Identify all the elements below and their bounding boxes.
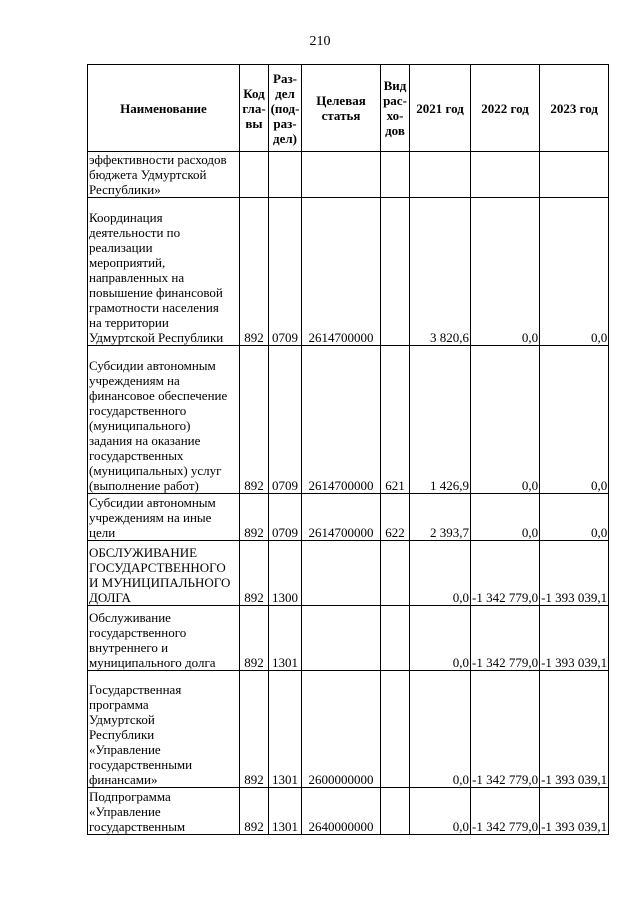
table-row bbox=[88, 541, 609, 606]
table-row bbox=[88, 606, 609, 671]
row-name-line: Республики» bbox=[89, 182, 161, 197]
row-name-line: «Управление bbox=[89, 804, 161, 819]
table-row bbox=[88, 198, 609, 346]
row-section: 0709 bbox=[269, 198, 302, 346]
header-code: Код гла- вы bbox=[240, 65, 269, 152]
row-code: 892 bbox=[240, 198, 269, 346]
row-name-line: Обслуживание bbox=[89, 610, 171, 625]
row-name-line: ОБСЛУЖИВАНИЕ bbox=[89, 545, 198, 560]
row-name bbox=[88, 346, 240, 494]
row-2023: 0,0 bbox=[540, 346, 609, 494]
row-2021: 0,0 bbox=[410, 788, 471, 835]
row-name bbox=[88, 494, 240, 541]
row-name-line: ГОСУДАРСТВЕННОГО bbox=[89, 560, 226, 575]
row-2021: 1 426,9 bbox=[410, 346, 471, 494]
row-name-line: (муниципального) bbox=[89, 418, 191, 433]
row-expense-type bbox=[381, 788, 410, 835]
row-2022 bbox=[471, 152, 540, 198]
table-row bbox=[88, 346, 609, 494]
row-name-line: государственного bbox=[89, 403, 187, 418]
row-name-line: государственных bbox=[89, 448, 184, 463]
row-name bbox=[88, 671, 240, 788]
row-target: 2614700000 bbox=[302, 198, 381, 346]
row-section: 1300 bbox=[269, 541, 302, 606]
header-section: Раз- дел (под- раз- дел) bbox=[269, 65, 302, 152]
row-section: 1301 bbox=[269, 788, 302, 835]
row-name-line: Удмуртской bbox=[89, 712, 155, 727]
row-name bbox=[88, 788, 240, 835]
row-2021: 2 393,7 bbox=[410, 494, 471, 541]
row-name-line: задания на оказание bbox=[89, 433, 201, 448]
row-section: 1301 bbox=[269, 671, 302, 788]
row-target: 2614700000 bbox=[302, 346, 381, 494]
row-name bbox=[88, 198, 240, 346]
row-expense-type bbox=[381, 198, 410, 346]
row-expense-type bbox=[381, 152, 410, 198]
budget-table bbox=[87, 64, 609, 835]
table-row bbox=[88, 494, 609, 541]
row-2023 bbox=[540, 152, 609, 198]
row-target bbox=[302, 606, 381, 671]
row-name-line: государственного bbox=[89, 625, 187, 640]
row-target bbox=[302, 541, 381, 606]
row-expense-type: 622 bbox=[381, 494, 410, 541]
row-section: 0709 bbox=[269, 346, 302, 494]
table-header-row bbox=[88, 65, 609, 152]
row-name-line: ДОЛГА bbox=[89, 590, 131, 605]
row-name-line: цели bbox=[89, 525, 116, 540]
row-name-line: Государственная bbox=[89, 682, 182, 697]
row-code: 892 bbox=[240, 541, 269, 606]
table-row bbox=[88, 788, 609, 835]
row-name-line: финансовое обеспечение bbox=[89, 388, 228, 403]
row-name-line: повышение финансовой bbox=[89, 285, 223, 300]
row-2022: -1 342 779,0 bbox=[471, 541, 540, 606]
row-expense-type bbox=[381, 671, 410, 788]
row-2023: -1 393 039,1 bbox=[540, 606, 609, 671]
row-2021: 0,0 bbox=[410, 606, 471, 671]
row-2021: 0,0 bbox=[410, 671, 471, 788]
row-code: 892 bbox=[240, 346, 269, 494]
row-target bbox=[302, 152, 381, 198]
row-expense-type bbox=[381, 541, 410, 606]
row-name-line: направленных на bbox=[89, 270, 185, 285]
row-2021: 3 820,6 bbox=[410, 198, 471, 346]
row-section bbox=[269, 152, 302, 198]
row-2022: -1 342 779,0 bbox=[471, 671, 540, 788]
row-target: 2600000000 bbox=[302, 671, 381, 788]
row-name-line: деятельности по bbox=[89, 225, 181, 240]
row-name-line: программа bbox=[89, 697, 149, 712]
row-2021: 0,0 bbox=[410, 541, 471, 606]
header-name: Наименование bbox=[88, 65, 240, 152]
row-2022: -1 342 779,0 bbox=[471, 606, 540, 671]
row-2021 bbox=[410, 152, 471, 198]
header-2023: 2023 год bbox=[540, 65, 609, 152]
row-name-line: бюджета Удмуртской bbox=[89, 167, 207, 182]
table-row bbox=[88, 671, 609, 788]
row-name-line: на территории bbox=[89, 315, 169, 330]
header-expense-type: Вид рас- хо- дов bbox=[381, 65, 410, 152]
row-name-line: учреждениям на иные bbox=[89, 510, 212, 525]
row-name-line: (муниципальных) услуг bbox=[89, 463, 222, 478]
row-name bbox=[88, 606, 240, 671]
row-name bbox=[88, 152, 240, 198]
row-name bbox=[88, 541, 240, 606]
row-name-line: учреждениям на bbox=[89, 373, 180, 388]
row-name-line: (выполнение работ) bbox=[89, 478, 199, 493]
row-code: 892 bbox=[240, 671, 269, 788]
row-2022: 0,0 bbox=[471, 198, 540, 346]
row-name-line: государственными bbox=[89, 757, 193, 772]
page-number: 210 bbox=[309, 34, 331, 49]
row-section: 0709 bbox=[269, 494, 302, 541]
row-name-line: государственным bbox=[89, 819, 186, 834]
row-name-line: Субсидии автономным bbox=[89, 358, 216, 373]
row-name-line: грамотности населения bbox=[89, 300, 219, 315]
header-2021: 2021 год bbox=[410, 65, 471, 152]
row-code: 892 bbox=[240, 606, 269, 671]
row-code bbox=[240, 152, 269, 198]
row-target: 2614700000 bbox=[302, 494, 381, 541]
row-name-line: муниципального долга bbox=[89, 655, 216, 670]
row-name-line: Координация bbox=[89, 210, 163, 225]
row-2023: -1 393 039,1 bbox=[540, 541, 609, 606]
row-section: 1301 bbox=[269, 606, 302, 671]
row-2023: -1 393 039,1 bbox=[540, 671, 609, 788]
row-name-line: Субсидии автономным bbox=[89, 495, 216, 510]
row-2023: -1 393 039,1 bbox=[540, 788, 609, 835]
row-name-line: финансами» bbox=[89, 772, 158, 787]
row-name-line: Подпрограмма bbox=[89, 789, 171, 804]
row-name-line: И МУНИЦИПАЛЬНОГО bbox=[89, 575, 231, 590]
row-name-line: мероприятий, bbox=[89, 255, 166, 270]
table-row bbox=[88, 152, 609, 198]
row-2022: 0,0 bbox=[471, 494, 540, 541]
row-code: 892 bbox=[240, 788, 269, 835]
row-name-line: «Управление bbox=[89, 742, 161, 757]
row-2023: 0,0 bbox=[540, 198, 609, 346]
row-expense-type: 621 bbox=[381, 346, 410, 494]
row-2022: 0,0 bbox=[471, 346, 540, 494]
header-target: Целевая статья bbox=[302, 65, 381, 152]
row-name-line: внутреннего и bbox=[89, 640, 169, 655]
row-2022: -1 342 779,0 bbox=[471, 788, 540, 835]
row-code: 892 bbox=[240, 494, 269, 541]
row-name-line: Удмуртской Республики bbox=[89, 330, 224, 345]
header-2022: 2022 год bbox=[471, 65, 540, 152]
row-expense-type bbox=[381, 606, 410, 671]
row-target: 2640000000 bbox=[302, 788, 381, 835]
row-name-line: реализации bbox=[89, 240, 153, 255]
row-name-line: эффективности расходов bbox=[89, 152, 227, 167]
row-name-line: Республики bbox=[89, 727, 155, 742]
row-2023: 0,0 bbox=[540, 494, 609, 541]
